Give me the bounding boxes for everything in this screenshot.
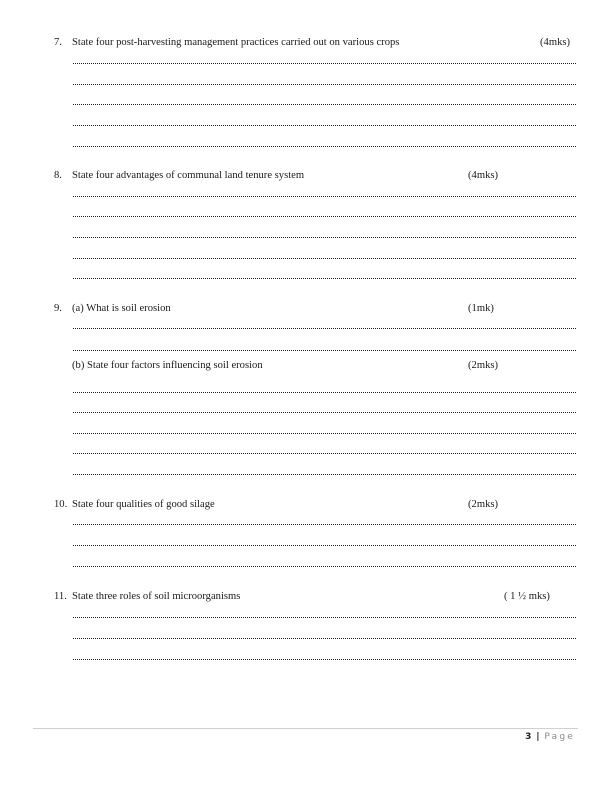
answer-line[interactable]	[73, 350, 576, 351]
answer-line[interactable]	[73, 196, 576, 197]
question-number: 11.	[54, 591, 67, 602]
answer-line[interactable]	[73, 392, 576, 393]
answer-line[interactable]	[73, 566, 576, 567]
question-number: 10.	[54, 499, 68, 510]
page-separator: |	[536, 732, 540, 742]
answer-line[interactable]	[73, 524, 576, 525]
answer-line[interactable]	[73, 216, 576, 217]
footer-divider	[33, 728, 578, 729]
answer-line[interactable]	[73, 474, 576, 475]
question-text: State three roles of soil microorganisms	[72, 591, 241, 602]
question-text: State four qualities of good silage	[72, 499, 215, 510]
marks-label: (1mk)	[468, 303, 494, 314]
marks-label: (4mks)	[540, 37, 571, 48]
answer-line[interactable]	[73, 146, 576, 147]
answer-line[interactable]	[73, 104, 576, 105]
question-text: State four advantages of communal land tenure system	[72, 170, 305, 181]
question-number: 9.	[54, 303, 62, 314]
answer-line[interactable]	[73, 453, 576, 454]
answer-line[interactable]	[73, 433, 576, 434]
question-part-text: (a) What is soil erosion	[72, 303, 171, 314]
answer-line[interactable]	[73, 84, 576, 85]
answer-line[interactable]	[73, 545, 576, 546]
marks-label: (2mks)	[468, 499, 499, 510]
marks-label: ( 1 ½ mks)	[504, 591, 550, 602]
answer-line[interactable]	[73, 258, 576, 259]
answer-line[interactable]	[73, 237, 576, 238]
answer-line[interactable]	[73, 63, 576, 64]
question-text: State four post-harvesting management practices carried out on various crops	[72, 37, 400, 48]
question-part-text: (b) State four factors influencing soil erosion	[72, 360, 263, 371]
answer-line[interactable]	[73, 125, 576, 126]
answer-line[interactable]	[73, 278, 576, 279]
marks-label: (4mks)	[468, 170, 499, 181]
page-number: 3	[525, 732, 532, 742]
answer-line[interactable]	[73, 659, 576, 660]
page-word: Page	[544, 732, 575, 742]
question-number: 8.	[54, 170, 62, 181]
answer-line[interactable]	[73, 412, 576, 413]
answer-line[interactable]	[73, 328, 576, 329]
question-number: 7.	[54, 37, 62, 48]
marks-label: (2mks)	[468, 360, 499, 371]
answer-line[interactable]	[73, 617, 576, 618]
page-footer	[525, 731, 575, 743]
answer-line[interactable]	[73, 638, 576, 639]
